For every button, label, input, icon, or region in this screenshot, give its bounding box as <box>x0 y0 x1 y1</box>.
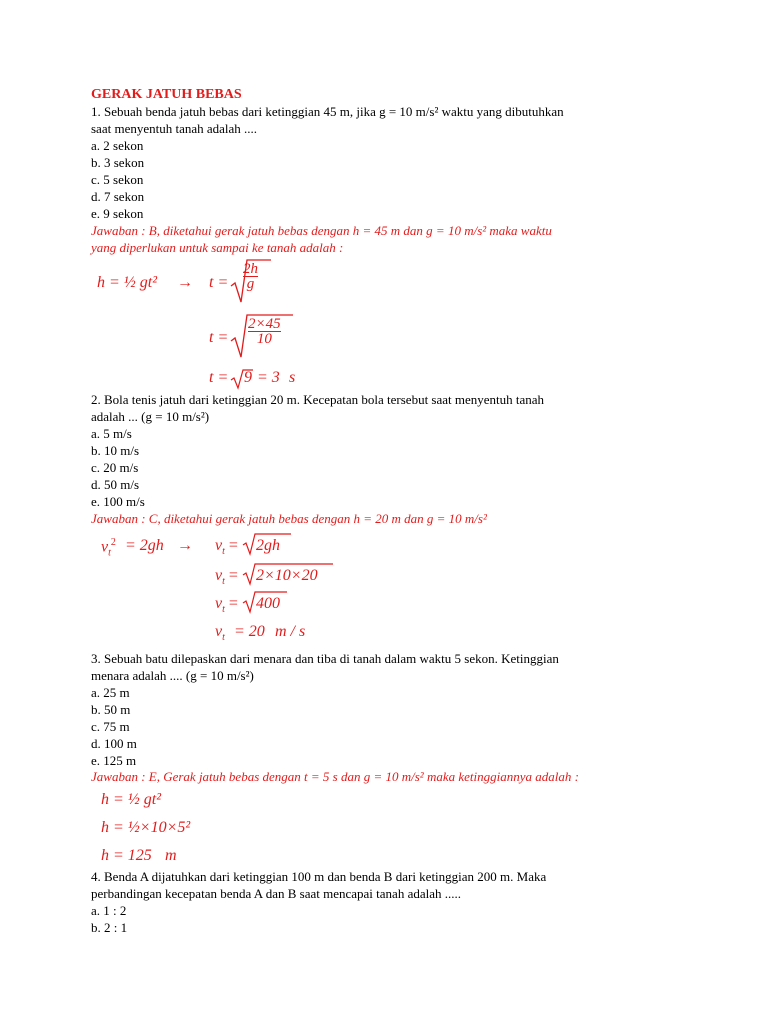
q3-option-d: d. 100 m <box>91 736 137 751</box>
q3-option-a: a. 25 m <box>91 685 130 700</box>
q2-option-b: b. 10 m/s <box>91 443 140 458</box>
q2-result: = 20 <box>234 623 265 640</box>
q2-answer-line1: Jawaban : C, diketahui gerak jatuh bebas dengan h = 20 m dan g = 10 m/s² <box>91 511 487 526</box>
q3-formula-eq3: h = 125 <box>101 847 152 864</box>
q1-frac1-num: 2h <box>243 261 258 277</box>
q4-option-b: b. 2 : 1 <box>91 920 128 935</box>
q3-option-b: b. 50 m <box>91 702 131 717</box>
q4-option-a: a. 1 : 2 <box>91 903 127 918</box>
q1-option-d: d. 7 sekon <box>91 189 145 204</box>
q2-vt-symbol-4: $v_t$ <box>215 623 225 644</box>
q2-vt-symbol-1: $v_t$ = <box>215 537 238 558</box>
q1-unit: s <box>289 369 296 386</box>
q4-text-line2: perbandingan kecepatan benda A dan B saat mencapai tanah adalah ..... <box>91 886 461 901</box>
q2-vt-symbol-2: $v_t$ = <box>215 567 238 588</box>
q3-answer-line1: Jawaban : E, Gerak jatuh bebas dengan t = 5 s dan g = 10 m/s² maka ketinggiannya adalah : <box>91 769 579 784</box>
q1-text-line2: saat menyentuh tanah adalah .... <box>91 121 258 136</box>
q2-sqrt1-value: 2gh <box>256 537 280 554</box>
q4-text-line1: 4. Benda A dijatuhkan dari ketinggian 100 m dan benda B dari ketinggian 200 m. Maka <box>91 869 547 884</box>
q1-result: = 3 <box>257 369 280 386</box>
q1-frac2-num: 2×45 <box>248 316 281 332</box>
q1-frac1-den: g <box>243 276 258 291</box>
q3-formula-eq1: h = ½ gt² <box>101 791 162 808</box>
q1-option-b: b. 3 sekon <box>91 155 145 170</box>
q2-vt-symbol-3: $v_t$ = <box>215 595 238 616</box>
q3-text-line2: menara adalah .... (g = 10 m/s²) <box>91 668 254 683</box>
q1-answer-line1: Jawaban : B, diketahui gerak jatuh bebas dengan h = 45 m dan g = 10 m/s² maka waktu <box>91 223 552 238</box>
q3-option-c: c. 75 m <box>91 719 130 734</box>
q1-formula-eq1: h = ½ gt² <box>97 274 158 291</box>
q3-formula-eq2: h = ½×10×5² <box>101 819 191 836</box>
q2-sqrt3-value: 400 <box>256 595 280 612</box>
q2-text-line1: 2. Bola tenis jatuh dari ketinggian 20 m. Kecepatan bola tersebut saat menyentuh tanah <box>91 392 545 407</box>
q3-text-line1: 3. Sebuah batu dilepaskan dari menara dan tiba di tanah dalam waktu 5 sekon. Ketinggian <box>91 651 559 666</box>
q1-answer-line2: yang diperlukan untuk sampai ke tanah adalah : <box>91 240 344 255</box>
q1-option-a: a. 2 sekon <box>91 138 144 153</box>
q1-fraction-1 <box>243 262 258 291</box>
q1-text-line1: 1. Sebuah benda jatuh bebas dari ketinggian 45 m, jika g = 10 m/s² waktu yang dibutuhkan <box>91 104 564 119</box>
document-title: GERAK JATUH BEBAS <box>91 87 242 102</box>
q2-option-a: a. 5 m/s <box>91 426 132 441</box>
q2-formula-eq1: = 2gh <box>125 537 164 554</box>
q2-vt2-symbol: $v_t^2$ <box>101 537 116 559</box>
q3-unit: m <box>165 847 177 864</box>
q1-t-symbol-2: t = <box>209 329 229 346</box>
q1-arrow-icon: → <box>177 274 193 291</box>
q2-text-line2: adalah ... (g = 10 m/s²) <box>91 409 210 424</box>
q1-frac2-den: 10 <box>248 331 281 346</box>
q1-option-e: e. 9 sekon <box>91 206 144 221</box>
q1-fraction-2 <box>248 317 281 346</box>
q1-option-c: c. 5 sekon <box>91 172 144 187</box>
q2-option-c: c. 20 m/s <box>91 460 139 475</box>
q1-sqrt3-value: 9 <box>244 369 252 386</box>
q2-option-d: d. 50 m/s <box>91 477 140 492</box>
q3-option-e: e. 125 m <box>91 753 137 768</box>
q2-arrow-icon: → <box>177 537 193 554</box>
q1-t-symbol: t = <box>209 274 229 291</box>
q1-t-symbol-3: t = <box>209 369 229 386</box>
q2-unit: m / s <box>275 623 306 640</box>
q2-sqrt2-value: 2×10×20 <box>256 567 318 584</box>
q2-option-e: e. 100 m/s <box>91 494 145 509</box>
